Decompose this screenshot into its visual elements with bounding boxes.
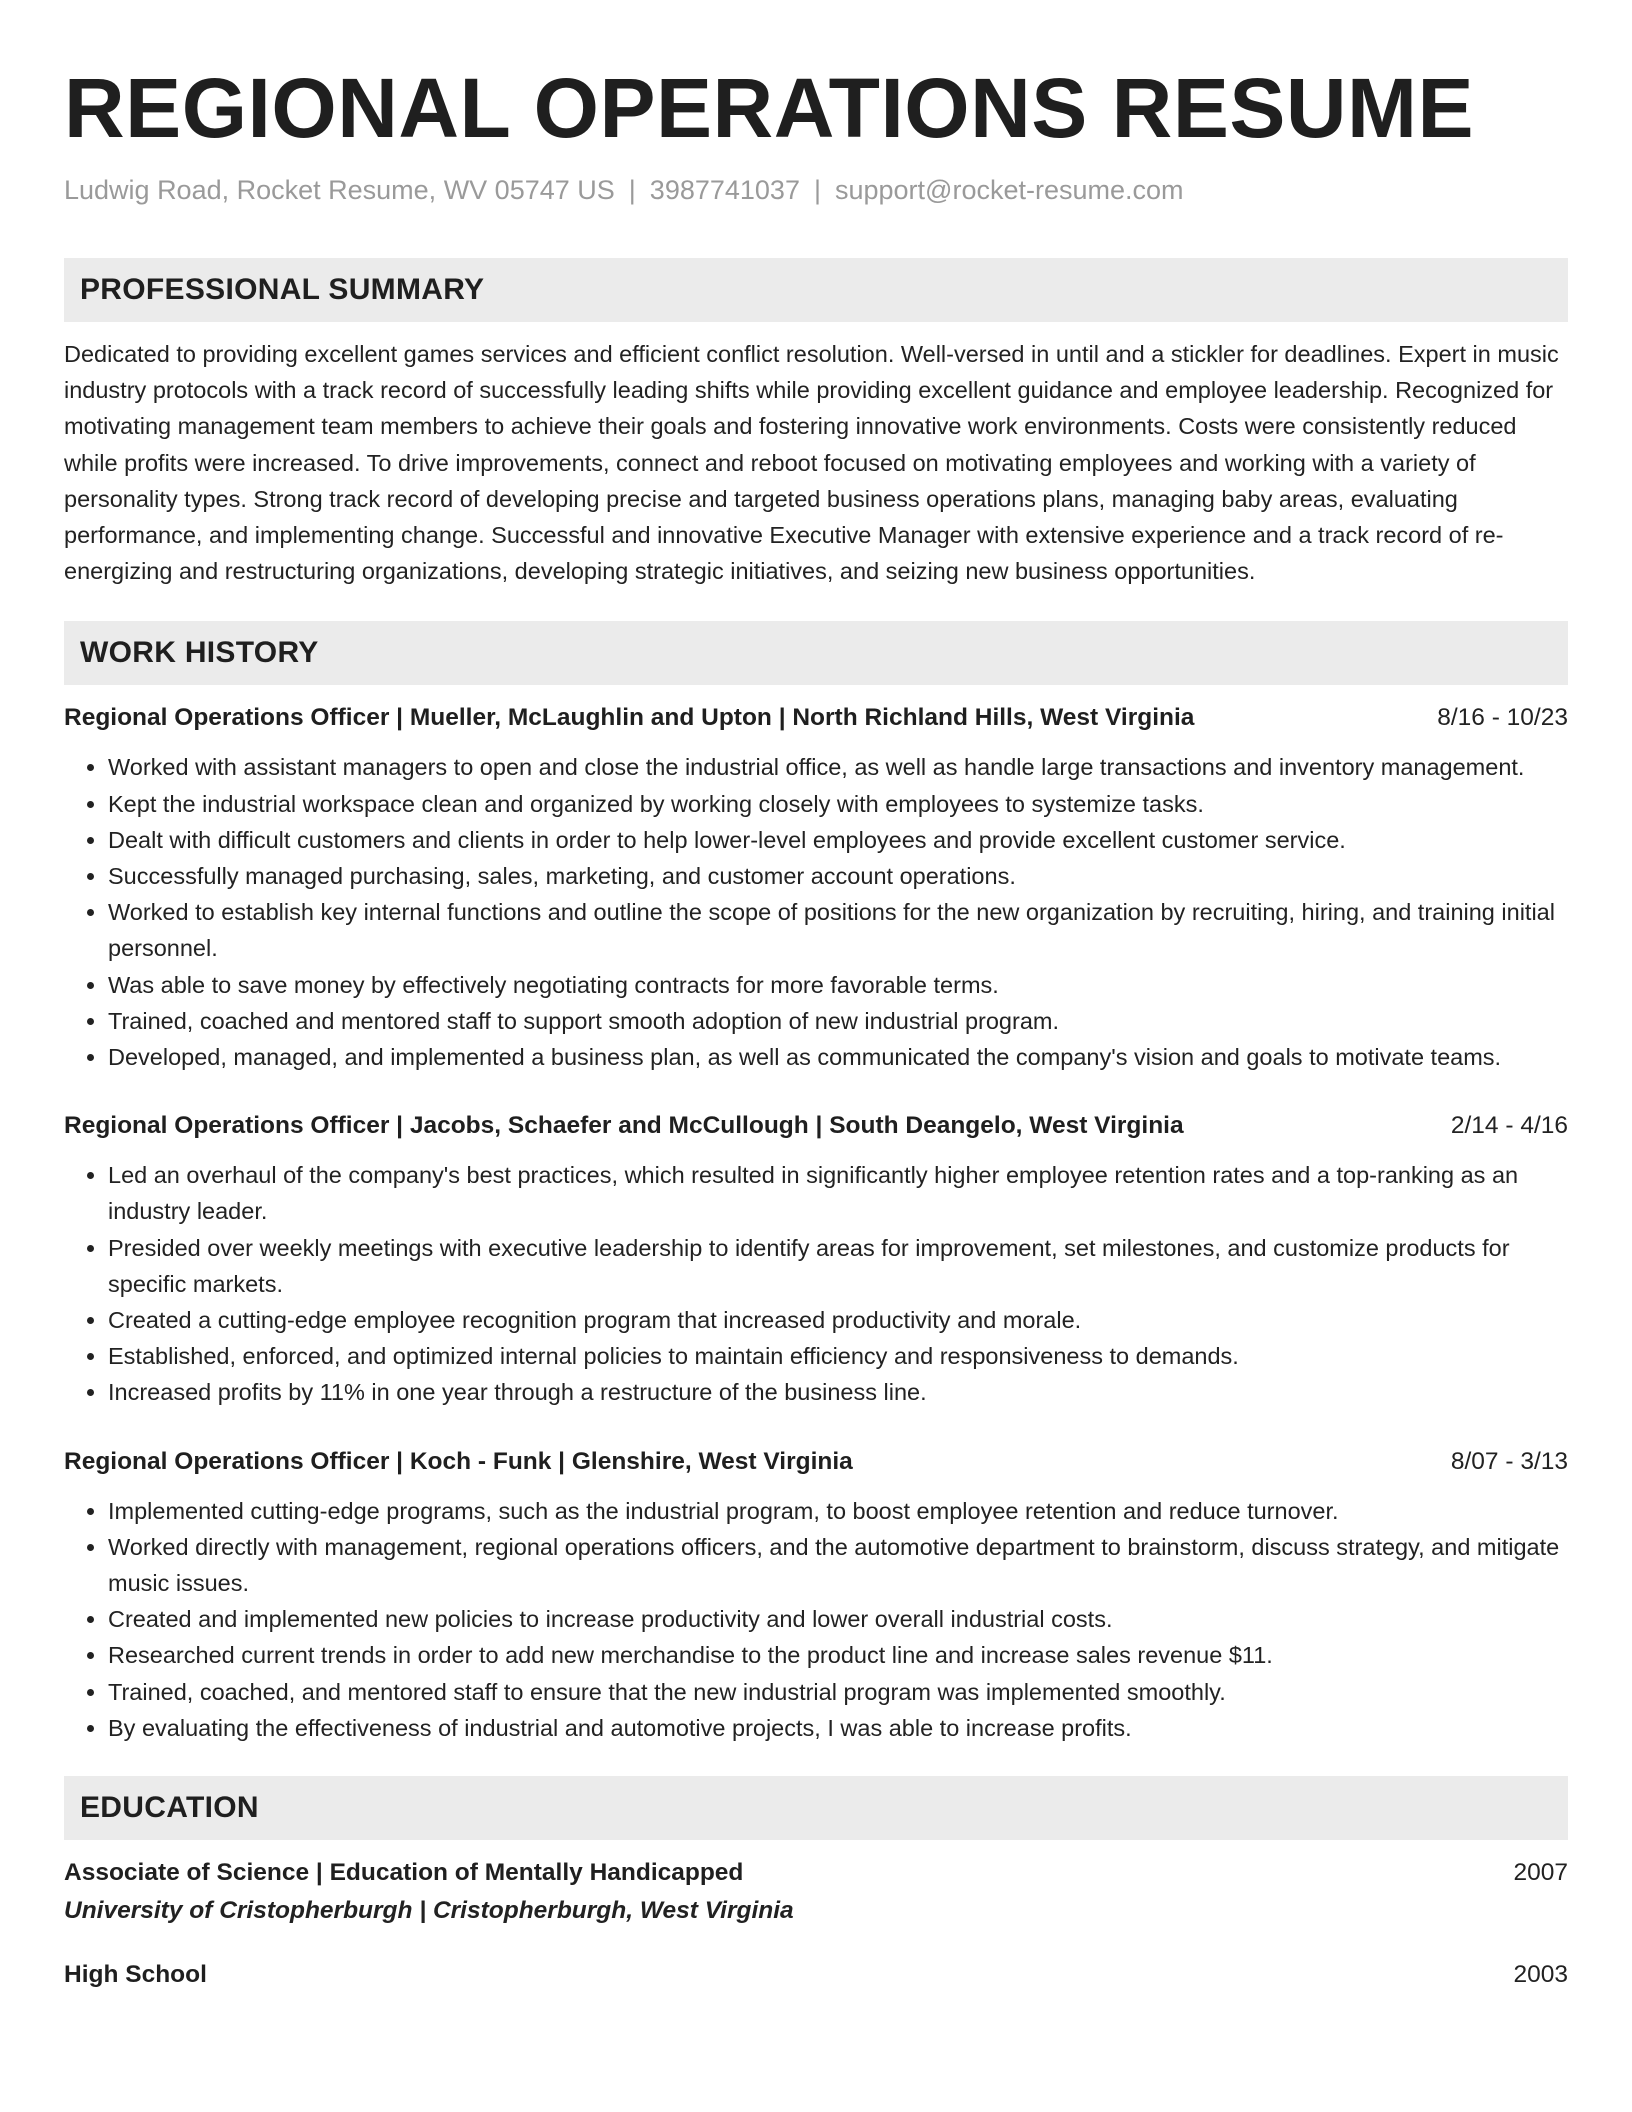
job-entry	[64, 701, 1568, 1075]
job-bullet: • Trained, coached and mentored staff to support smooth adoption of new industrial program.	[108, 1003, 1568, 1039]
education-degree: High School	[64, 1961, 207, 1989]
contact-email: support@rocket-resume.com	[834, 175, 1184, 205]
job-header	[64, 701, 1568, 735]
contact-address: Ludwig Road, Rocket Resume, WV 05747 US	[64, 175, 615, 205]
contact-phone: 3987741037	[649, 175, 800, 205]
job-bullet: • Created and implemented new policies to increase productivity and lower overall industrial costs.	[108, 1601, 1568, 1637]
job-bullet: • Successfully managed purchasing, sales, marketing, and customer account operations.	[108, 858, 1568, 894]
job-bullet: • Presided over weekly meetings with executive leadership to identify areas for improvement, set milestones, and customize products for specific markets.	[108, 1230, 1568, 1302]
job-bullet: • Worked with assistant managers to open and close the industrial office, as well as handle large transactions and inventory management.	[108, 749, 1568, 785]
job-bullet: • By evaluating the effectiveness of industrial and automotive projects, I was able to increase profits.	[108, 1710, 1568, 1746]
education-header	[64, 1856, 1568, 1890]
job-title: Regional Operations Officer | Koch - Funk | Glenshire, West Virginia	[64, 1447, 853, 1475]
job-entry	[64, 1109, 1568, 1410]
job-bullet: • Dealt with difficult customers and clients in order to help lower-level employees and provide excellent customer service.	[108, 822, 1568, 858]
job-bullet: • Was able to save money by effectively negotiating contracts for more favorable terms.	[108, 967, 1568, 1003]
contact-separator: |	[813, 175, 821, 205]
job-header	[64, 1109, 1568, 1143]
education-degree: Associate of Science | Education of Mentally Handicapped	[64, 1859, 744, 1887]
job-bullet: • Led an overhaul of the company's best practices, which resulted in significantly higher employee retention rates and a top-ranking as an industry leader.	[108, 1157, 1568, 1229]
job-title: Regional Operations Officer | Jacobs, Schaefer and McCullough | South Deangelo, West Virginia	[64, 1112, 1184, 1140]
job-header	[64, 1445, 1568, 1479]
job-entry	[64, 1445, 1568, 1746]
job-bullets	[64, 1493, 1568, 1746]
education-year: 2003	[1513, 1961, 1568, 1989]
job-dates: 8/16 - 10/23	[1437, 704, 1568, 732]
resume-page	[64, 0, 1568, 1992]
job-bullets	[64, 1157, 1568, 1410]
job-bullet: • Developed, managed, and implemented a business plan, as well as communicated the company's vision and goals to motivate teams.	[108, 1039, 1568, 1075]
job-bullet: • Implemented cutting-edge programs, such as the industrial program, to boost employee retention and reduce turnover.	[108, 1493, 1568, 1529]
section-header-summary: PROFESSIONAL SUMMARY	[64, 258, 1568, 322]
job-bullet: • Established, enforced, and optimized internal policies to maintain efficiency and responsiveness to demands.	[108, 1338, 1568, 1374]
job-bullets	[64, 749, 1568, 1075]
section-header-work-history: WORK HISTORY	[64, 621, 1568, 685]
job-bullet: • Increased profits by 11% in one year through a restructure of the business line.	[108, 1374, 1568, 1410]
education-school: University of Cristopherburgh | Cristopherburgh, West Virginia	[64, 1897, 794, 1925]
summary-text: Dedicated to providing excellent games services and efficient conflict resolution. Well-versed in until and a stickler for deadlines. Expert in music industry protocols with a track record of successfully leading shifts while providing excellent guidance and employee leadership. Recognized for motivating management team members to achieve their goals and fostering innovative work environments. Costs were consistently reduced while profits were increased. To drive improvements, connect and reboot focused on motivating employees and working with a variety of personality types. Strong track record of developing precise and targeted business operations plans, managing baby areas, evaluating performance, and implementing change. Successful and innovative Executive Manager with extensive experience and a track record of re-energizing and restructuring organizations, developing strategic initiatives, and seizing new business opportunities.	[64, 341, 1559, 585]
job-dates: 8/07 - 3/13	[1450, 1447, 1568, 1475]
job-bullet: • Trained, coached, and mentored staff to ensure that the new industrial program was implemented smoothly.	[108, 1674, 1568, 1710]
job-bullet: • Researched current trends in order to add new merchandise to the product line and increase sales revenue $11.	[108, 1637, 1568, 1673]
contact-line	[64, 172, 1568, 208]
education-entry	[64, 1958, 1568, 1992]
job-bullet: • Created a cutting-edge employee recognition program that increased productivity and morale.	[108, 1302, 1568, 1338]
education-year: 2007	[1513, 1859, 1568, 1887]
education-header	[64, 1958, 1568, 1992]
contact-separator: |	[628, 175, 636, 205]
section-header-education: EDUCATION	[64, 1776, 1568, 1840]
job-bullet: • Kept the industrial workspace clean and organized by working closely with employees to systemize tasks.	[108, 786, 1568, 822]
job-title: Regional Operations Officer | Mueller, McLaughlin and Upton | North Richland Hills, West Virginia	[64, 704, 1195, 732]
job-dates: 2/14 - 4/16	[1450, 1112, 1568, 1140]
resume-title: REGIONAL OPERATIONS RESUME	[64, 61, 1475, 155]
job-bullet: • Worked directly with management, regional operations officers, and the automotive department to brainstorm, discuss strategy, and mitigate music issues.	[108, 1529, 1568, 1601]
job-bullet: • Worked to establish key internal functions and outline the scope of positions for the new organization by recruiting, hiring, and training initial personnel.	[108, 894, 1568, 966]
education-entry	[64, 1856, 1568, 1928]
